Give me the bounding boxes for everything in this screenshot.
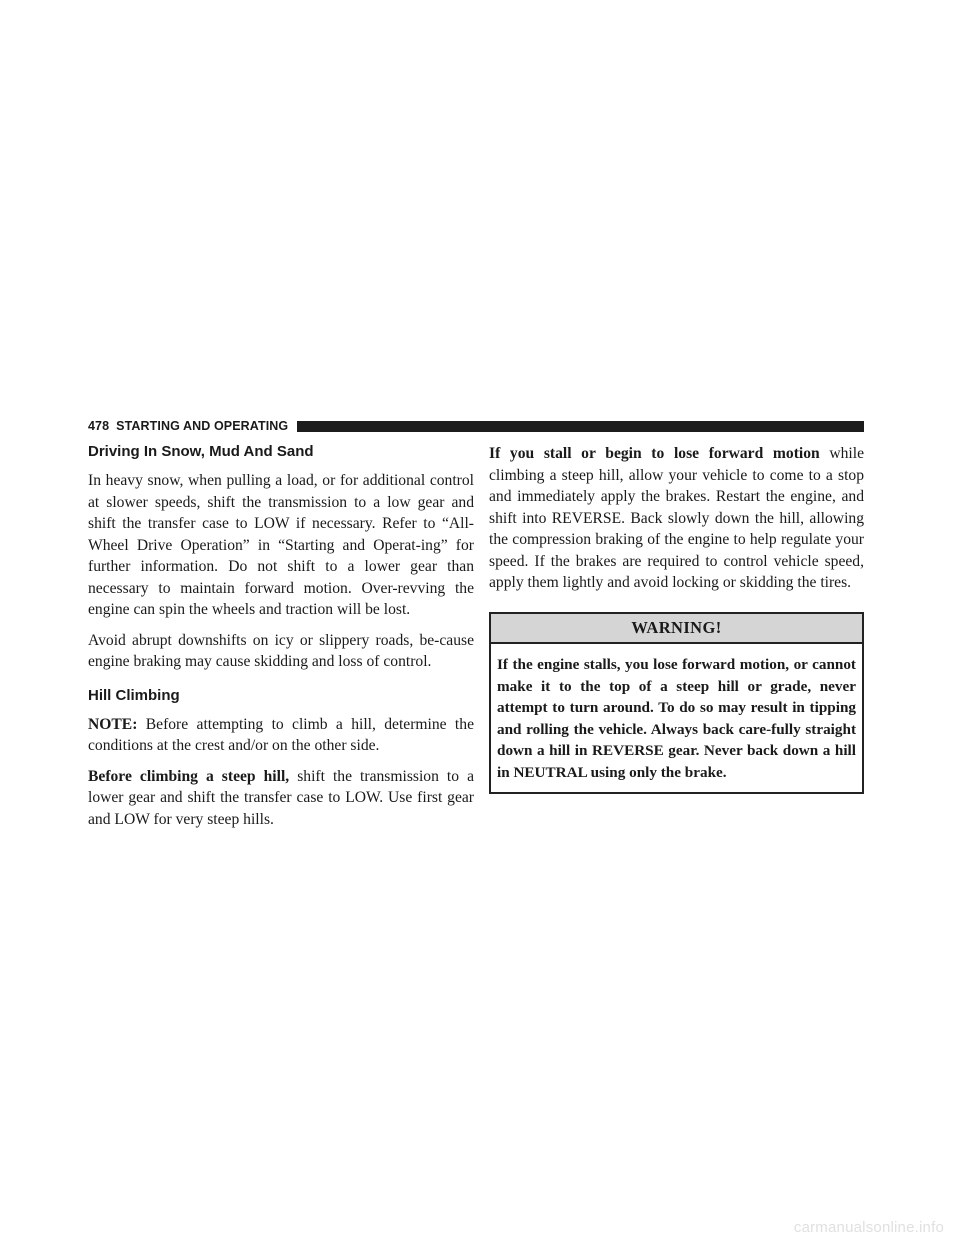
- right-column: [489, 443, 864, 794]
- paragraph-note: [88, 714, 474, 757]
- page-header: [88, 418, 864, 434]
- steep-hill-lead: Before climbing a steep hill,: [88, 767, 290, 785]
- warning-body: If the engine stalls, you lose forward motion, or cannot make it to the top of a steep hill or grade, never attempt to turn around. To do so may result in tipping and rolling the vehicle. Always back care-fully straight down a hill in REVERSE gear. Never back down a hill in NEUTRAL using only the brake.: [497, 656, 856, 781]
- steep-hill-text: shift the transmission to a lower gear and shift the transfer case to LOW. Use first gear and LOW for very steep hills.: [88, 767, 474, 828]
- stall-text: while climbing a steep hill, allow your vehicle to come to a stop and immediately apply the brakes. Restart the engine, and shift into REVERSE. Back slowly down the hill, allowing the compression braking of the engine to help regulate your speed. If the brakes are required to control vehicle speed, apply them lightly and avoid locking or skidding the tires.: [489, 445, 864, 591]
- paragraph-stall: [489, 443, 864, 594]
- warning-box: [489, 612, 864, 795]
- note-label: NOTE:: [88, 715, 138, 733]
- warning-title: WARNING!: [491, 614, 862, 645]
- heading-hill-climbing: Hill Climbing: [88, 686, 180, 704]
- watermark: carmanualsonline.info: [793, 1219, 944, 1236]
- paragraph-snow: In heavy snow, when pulling a load, or for additional control at slower speeds, shift the transmission to a low gear and shift the transfer case to LOW if necessary. Refer to “All-Wheel Drive Operation” in “Starting and Operat-ing” for further information. Do not shift to a lower gear than necessary to maintain forward motion. Over-revving the engine can spin the wheels and traction will be lost.: [88, 472, 474, 618]
- stall-lead: If you stall or begin to lose forward motion: [489, 445, 820, 462]
- paragraph-downshifts: Avoid abrupt downshifts on icy or slippery roads, be-cause engine braking may cause skidding and loss of control.: [88, 631, 474, 670]
- note-text: Before attempting to climb a hill, determine the conditions at the crest and/or on the other side.: [88, 715, 474, 754]
- left-column: [88, 443, 474, 839]
- page-number: 478: [88, 419, 110, 433]
- header-rule: [297, 421, 864, 432]
- heading-driving-snow: Driving In Snow, Mud And Sand: [88, 443, 314, 460]
- section-title: STARTING AND OPERATING: [116, 419, 289, 433]
- paragraph-steep-hill: [88, 766, 474, 831]
